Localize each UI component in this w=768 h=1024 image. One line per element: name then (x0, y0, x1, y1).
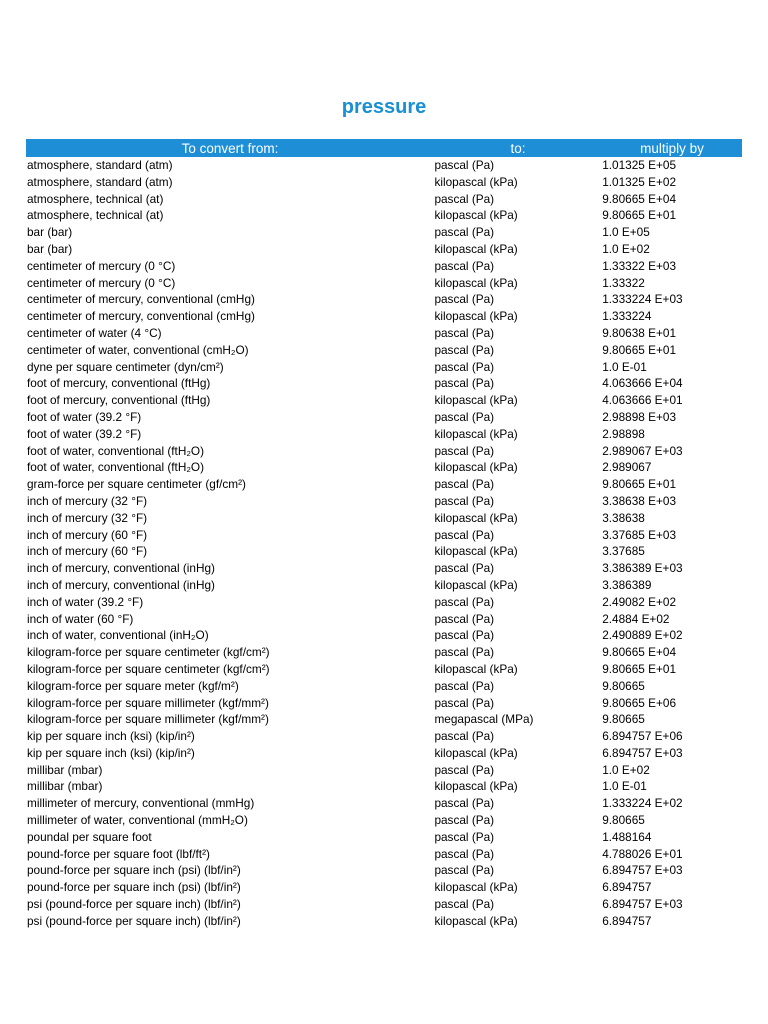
table-header (26, 139, 742, 157)
table-row (26, 778, 742, 795)
cell-convert-from: atmosphere, standard (atm) (27, 158, 173, 172)
table-row (26, 644, 742, 661)
table-row (26, 678, 742, 695)
table-row (26, 627, 742, 644)
cell-multiply-factor: 1.488164 (602, 829, 652, 844)
table-row (26, 392, 742, 409)
cell-to-unit: kilopascal (kPa) (434, 426, 518, 441)
table-row (26, 879, 742, 896)
cell-to-unit: megapascal (MPa) (434, 712, 534, 727)
cell-multiply-factor: 2.490889 E+02 (602, 628, 683, 643)
cell-to-unit: pascal (Pa) (434, 292, 495, 307)
cell-to-unit: kilopascal (kPa) (434, 577, 518, 592)
table-row (26, 543, 742, 560)
cell-convert-from: inch of mercury, conventional (inHg) (27, 577, 215, 592)
cell-multiply-factor: 9.80665 E+01 (602, 342, 677, 357)
cell-convert-from: poundal per square foot (27, 829, 152, 844)
cell-to-unit: pascal (Pa) (434, 443, 495, 458)
cell-convert-from: kip per square inch (ksi) (kip/in²) (27, 729, 195, 744)
table-row (26, 795, 742, 812)
cell-to-unit: pascal (Pa) (434, 645, 495, 660)
cell-convert-from: millimeter of mercury, conventional (mmHg) (27, 796, 255, 811)
cell-multiply-factor: 2.4884 E+02 (602, 611, 670, 626)
cell-convert-from: gram-force per square centimeter (gf/cm²) (27, 477, 246, 492)
table-row (26, 157, 742, 174)
cell-to-unit: pascal (Pa) (434, 359, 495, 374)
cell-multiply-factor: 9.80665 (602, 813, 645, 828)
page-title: pressure (341, 96, 427, 118)
cell-to-unit: kilopascal (kPa) (434, 880, 518, 895)
cell-convert-from: pound-force per square inch (psi) (lbf/in²) (27, 880, 241, 895)
cell-multiply-factor: 1.333224 E+02 (602, 796, 683, 811)
cell-convert-from: millimeter of water, conventional (mmH₂O) (27, 813, 248, 828)
table-row (26, 913, 742, 930)
cell-convert-from: foot of mercury, conventional (ftHg) (27, 393, 211, 408)
cell-convert-from: kilogram-force per square millimeter (kgf/mm²) (27, 695, 269, 710)
cell-multiply-factor: 1.33322 (602, 275, 645, 290)
cell-multiply-factor: 6.894757 E+03 (602, 897, 683, 912)
cell-convert-from: kilogram-force per square centimeter (kgf/cm²) (27, 661, 270, 676)
cell-convert-from: inch of mercury, conventional (inHg) (27, 561, 215, 576)
cell-convert-from: dyne per square centimeter (dyn/cm²) (27, 359, 224, 374)
cell-convert-from: centimeter of mercury (0 °C) (27, 258, 176, 273)
cell-multiply-factor: 1.333224 E+03 (602, 292, 683, 307)
cell-to-unit: kilopascal (kPa) (434, 460, 518, 475)
table-row (26, 661, 742, 678)
cell-to-unit: pascal (Pa) (434, 258, 495, 273)
cell-multiply-factor: 1.0 E+02 (602, 762, 650, 777)
cell-convert-from: foot of water (39.2 °F) (27, 426, 142, 441)
cell-multiply-factor: 1.0 E-01 (602, 359, 647, 374)
table-row (26, 594, 742, 611)
table-row (26, 728, 742, 745)
table-row (26, 577, 742, 594)
cell-to-unit: pascal (Pa) (434, 325, 495, 340)
table-row (26, 342, 742, 359)
cell-convert-from: inch of water (60 °F) (27, 611, 134, 626)
table-row (26, 191, 742, 208)
cell-multiply-factor: 2.49082 E+02 (602, 594, 677, 609)
table-row (26, 527, 742, 544)
header-convert-from: To convert from: (181, 141, 279, 156)
cell-convert-from: centimeter of mercury (0 °C) (27, 275, 176, 290)
cell-multiply-factor: 2.989067 (602, 460, 652, 475)
table-row (26, 174, 742, 191)
table-row (26, 224, 742, 241)
cell-convert-from: atmosphere, technical (at) (27, 208, 164, 223)
cell-to-unit: pascal (Pa) (434, 729, 495, 744)
cell-multiply-factor: 3.37685 (602, 544, 645, 559)
cell-multiply-factor: 6.894757 E+03 (602, 745, 683, 760)
table-row (26, 359, 742, 376)
table-row (26, 459, 742, 476)
table-row (26, 862, 742, 879)
cell-convert-from: foot of water, conventional (ftH₂O) (27, 460, 205, 475)
cell-to-unit: kilopascal (kPa) (434, 241, 518, 256)
table-row (26, 241, 742, 258)
cell-to-unit: pascal (Pa) (434, 611, 495, 626)
table-row (26, 711, 742, 728)
cell-multiply-factor: 3.386389 (602, 577, 652, 592)
cell-multiply-factor: 9.80665 E+04 (602, 191, 677, 206)
cell-to-unit: pascal (Pa) (434, 695, 495, 710)
cell-to-unit: kilopascal (kPa) (434, 544, 518, 559)
cell-convert-from: pound-force per square inch (psi) (lbf/in²) (27, 863, 241, 878)
cell-to-unit: kilopascal (kPa) (434, 393, 518, 408)
table-body (26, 157, 742, 930)
cell-to-unit: kilopascal (kPa) (434, 208, 518, 223)
cell-multiply-factor: 1.0 E+05 (602, 225, 650, 240)
cell-to-unit: kilopascal (kPa) (434, 174, 518, 189)
cell-convert-from: centimeter of water (4 °C) (27, 325, 162, 340)
cell-convert-from: pound-force per square foot (lbf/ft²) (27, 846, 210, 861)
cell-convert-from: atmosphere, technical (at) (27, 191, 164, 206)
cell-to-unit: pascal (Pa) (434, 813, 495, 828)
table-row (26, 812, 742, 829)
cell-multiply-factor: 2.98898 E+03 (602, 409, 677, 424)
cell-to-unit: pascal (Pa) (434, 796, 495, 811)
table-row (26, 409, 742, 426)
cell-to-unit: kilopascal (kPa) (434, 275, 518, 290)
table-row (26, 745, 742, 762)
cell-multiply-factor: 3.386389 E+03 (602, 561, 683, 576)
table-row (26, 426, 742, 443)
cell-multiply-factor: 4.063666 E+04 (602, 376, 683, 391)
cell-to-unit: pascal (Pa) (434, 762, 495, 777)
cell-to-unit: pascal (Pa) (434, 376, 495, 391)
cell-multiply-factor: 9.80665 (602, 678, 645, 693)
table-row (26, 611, 742, 628)
cell-convert-from: foot of water (39.2 °F) (27, 409, 142, 424)
cell-convert-from: centimeter of water, conventional (cmH₂O) (27, 342, 249, 357)
cell-to-unit: pascal (Pa) (434, 225, 495, 240)
cell-to-unit: pascal (Pa) (434, 628, 495, 643)
cell-to-unit: pascal (Pa) (434, 863, 495, 878)
cell-convert-from: psi (pound-force per square inch) (lbf/in²) (27, 913, 241, 928)
cell-convert-from: kilogram-force per square meter (kgf/m²) (27, 678, 239, 693)
cell-multiply-factor: 9.80665 (602, 712, 645, 727)
table-row (26, 207, 742, 224)
cell-convert-from: millibar (mbar) (27, 779, 103, 794)
table-row (26, 829, 742, 846)
cell-to-unit: pascal (Pa) (434, 897, 495, 912)
cell-multiply-factor: 3.38638 E+03 (602, 493, 677, 508)
cell-to-unit: kilopascal (kPa) (434, 309, 518, 324)
table-row (26, 493, 742, 510)
cell-to-unit: pascal (Pa) (434, 846, 495, 861)
cell-multiply-factor: 4.788026 E+01 (602, 846, 683, 861)
cell-to-unit: pascal (Pa) (434, 527, 495, 542)
cell-multiply-factor: 9.80665 E+04 (602, 645, 677, 660)
cell-multiply-factor: 1.01325 E+05 (602, 158, 677, 172)
cell-multiply-factor: 1.333224 (602, 309, 652, 324)
cell-convert-from: psi (pound-force per square inch) (lbf/in²) (27, 897, 241, 912)
cell-convert-from: kilogram-force per square millimeter (kgf/mm²) (27, 712, 269, 727)
cell-multiply-factor: 1.0 E-01 (602, 779, 647, 794)
cell-multiply-factor: 1.01325 E+02 (602, 174, 677, 189)
cell-multiply-factor: 9.80638 E+01 (602, 325, 677, 340)
cell-multiply-factor: 9.80665 E+01 (602, 661, 677, 676)
cell-to-unit: pascal (Pa) (434, 493, 495, 508)
cell-convert-from: inch of mercury (32 °F) (27, 493, 148, 508)
table-row (26, 375, 742, 392)
cell-multiply-factor: 2.989067 E+03 (602, 443, 683, 458)
conversion-table (26, 139, 742, 930)
cell-multiply-factor: 9.80665 E+01 (602, 477, 677, 492)
cell-convert-from: bar (bar) (27, 241, 73, 256)
cell-convert-from: inch of mercury (60 °F) (27, 527, 148, 542)
table-row (26, 258, 742, 275)
table-row (26, 443, 742, 460)
cell-convert-from: centimeter of mercury, conventional (cmHg) (27, 309, 255, 324)
cell-to-unit: pascal (Pa) (434, 477, 495, 492)
cell-multiply-factor: 6.894757 (602, 913, 652, 928)
cell-convert-from: inch of mercury (32 °F) (27, 510, 148, 525)
cell-convert-from: inch of mercury (60 °F) (27, 544, 148, 559)
table-row (26, 275, 742, 292)
cell-to-unit: pascal (Pa) (434, 158, 495, 172)
table-row (26, 695, 742, 712)
cell-multiply-factor: 4.063666 E+01 (602, 393, 683, 408)
header-to: to: (510, 141, 526, 156)
cell-to-unit: pascal (Pa) (434, 678, 495, 693)
table-row (26, 846, 742, 863)
cell-to-unit: pascal (Pa) (434, 342, 495, 357)
cell-convert-from: millibar (mbar) (27, 762, 103, 777)
cell-multiply-factor: 9.80665 E+01 (602, 208, 677, 223)
cell-multiply-factor: 2.98898 (602, 426, 645, 441)
cell-to-unit: pascal (Pa) (434, 829, 495, 844)
table-row (26, 291, 742, 308)
cell-convert-from: centimeter of mercury, conventional (cmHg) (27, 292, 255, 307)
table-row (26, 762, 742, 779)
table-row (26, 510, 742, 527)
table-row (26, 325, 742, 342)
cell-multiply-factor: 6.894757 (602, 880, 652, 895)
table-row (26, 896, 742, 913)
cell-convert-from: foot of water, conventional (ftH₂O) (27, 443, 205, 458)
cell-multiply-factor: 6.894757 E+06 (602, 729, 683, 744)
cell-convert-from: kilogram-force per square centimeter (kgf/cm²) (27, 645, 270, 660)
cell-to-unit: pascal (Pa) (434, 561, 495, 576)
cell-convert-from: atmosphere, standard (atm) (27, 174, 173, 189)
cell-convert-from: inch of water (39.2 °F) (27, 594, 144, 609)
cell-convert-from: bar (bar) (27, 225, 73, 240)
cell-multiply-factor: 6.894757 E+03 (602, 863, 683, 878)
cell-multiply-factor: 3.37685 E+03 (602, 527, 677, 542)
cell-to-unit: kilopascal (kPa) (434, 913, 518, 928)
cell-to-unit: kilopascal (kPa) (434, 661, 518, 676)
table-row (26, 560, 742, 577)
header-multiply-by: multiply by (640, 141, 704, 156)
cell-multiply-factor: 3.38638 (602, 510, 645, 525)
cell-multiply-factor: 9.80665 E+06 (602, 695, 677, 710)
cell-convert-from: inch of water, conventional (inH₂O) (27, 628, 209, 643)
table-row (26, 308, 742, 325)
cell-to-unit: pascal (Pa) (434, 409, 495, 424)
cell-to-unit: kilopascal (kPa) (434, 510, 518, 525)
cell-multiply-factor: 1.33322 E+03 (602, 258, 677, 273)
cell-to-unit: kilopascal (kPa) (434, 779, 518, 794)
table-row (26, 476, 742, 493)
cell-to-unit: kilopascal (kPa) (434, 745, 518, 760)
cell-convert-from: foot of mercury, conventional (ftHg) (27, 376, 211, 391)
cell-to-unit: pascal (Pa) (434, 191, 495, 206)
cell-to-unit: pascal (Pa) (434, 594, 495, 609)
cell-convert-from: kip per square inch (ksi) (kip/in²) (27, 745, 195, 760)
cell-multiply-factor: 1.0 E+02 (602, 241, 650, 256)
